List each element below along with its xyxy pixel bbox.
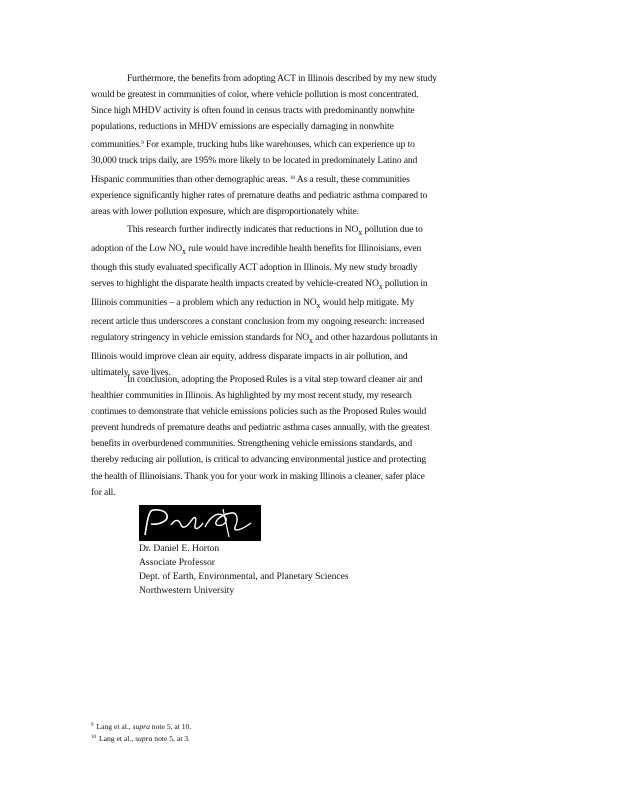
text-line — [91, 135, 543, 153]
text-line: would be greatest in communities of color, where vehicle pollution is most concentrated. — [91, 89, 419, 101]
text-line: ultimately, save lives. — [91, 367, 171, 379]
signatory-institution: Northwestern University — [139, 585, 235, 596]
footnotes — [91, 720, 191, 744]
paragraph-health-benefits-communities-of-color — [91, 71, 543, 220]
subscript-x: x — [182, 246, 186, 256]
text-line: benefits in overburdened communities. Strengthening vehicle emissions standards, and — [91, 438, 412, 450]
footnote-9 — [91, 720, 191, 732]
text-line: areas with lower pollution exposure, which are disproportionately white. — [91, 205, 359, 217]
text-segment: regulatory stringency in vehicle emission standards for NO — [91, 332, 310, 344]
text-line: thereby reducing air pollution, is critical to advancing environmental justice and protecting — [91, 454, 427, 466]
text-segment: For example, trucking hubs like warehouses, which can experience up to — [146, 139, 415, 151]
text-segment: serves to highlight the disparate health impacts created by vehicle-created NO — [91, 278, 379, 290]
text-segment: communities. — [91, 139, 142, 151]
text-line: continues to demonstrate that vehicle emissions policies such as the Proposed Rules would — [91, 406, 427, 418]
footnote-text: Lang et al., — [99, 734, 136, 743]
footnote-number: 9 — [91, 723, 94, 728]
signature-image — [139, 505, 261, 541]
text-line: experience significantly higher rates of premature deaths and pediatric asthma compared to — [91, 189, 428, 201]
footnote-text: note 5, at 3. — [152, 734, 190, 743]
signatory-department: Dept. of Earth, Environmental, and Planetary Sciences — [139, 571, 349, 582]
footnote-reference-10: 10 — [289, 174, 296, 181]
text-line — [91, 330, 543, 349]
text-line: healthier communities in Illinois. As highlighted by my most recent study, my research — [91, 390, 412, 402]
footnote-10 — [91, 732, 191, 744]
text-line: In conclusion, adopting the Proposed Rules is a vital step toward cleaner air and — [127, 374, 423, 385]
paragraph-conclusion — [91, 372, 543, 501]
text-line: prevent hundreds of premature deaths and pediatric asthma cases annually, with the greatest — [91, 422, 430, 434]
text-line: populations, reductions in MHDV emissions are especially damaging in nonwhite — [91, 121, 394, 133]
text-line: Illinois would improve clean air equity, address disparate impacts in air pollution, and — [91, 351, 408, 363]
text-segment: rule would have incredible health benefits for Illinoisians, even — [188, 243, 422, 254]
text-line — [91, 276, 543, 295]
subscript-x: x — [309, 336, 313, 346]
text-segment: Illinois communities – a problem which any reduction in NO — [91, 297, 317, 309]
handwritten-signature — [139, 505, 261, 541]
text-segment: Hispanic communities than other demographic areas. — [91, 173, 288, 185]
text-segment: This research further indirectly indicates that reductions in NO — [127, 224, 359, 235]
subscript-x: x — [358, 227, 363, 237]
footnote-reference-9: 9 — [141, 140, 144, 147]
text-line: the health of Illinoisians. Thank you for your work in making Illinois a cleaner, safer place — [91, 470, 425, 482]
text-line: for all. — [91, 486, 116, 498]
signatory-name: Dr. Daniel E. Horton — [139, 543, 220, 554]
footnote-number: 10 — [91, 735, 96, 740]
text-segment: would help mitigate. My — [322, 297, 415, 309]
footnote-text: Lang et al., — [96, 722, 133, 731]
subscript-x: x — [378, 282, 383, 291]
text-line — [91, 222, 543, 241]
footnote-source: supra — [135, 734, 153, 743]
text-line — [91, 241, 543, 260]
footnote-text: note 5, at 10. — [149, 722, 192, 731]
text-line: recent article thus underscores a constant conclusion from my ongoing research: increased — [91, 316, 425, 328]
text-line: though this study evaluated specifically ACT adoption in Illinois. My new study broadly — [91, 262, 418, 273]
text-segment: As a result, these communities — [296, 173, 410, 185]
text-line: Since high MHDV activity is often found in census tracts with predominantly nonwhite — [91, 105, 415, 117]
text-segment: pollution in — [384, 278, 428, 290]
subscript-x: x — [316, 301, 321, 310]
text-line — [91, 170, 543, 188]
footnote-source: supra — [132, 722, 150, 731]
text-segment: and other hazardous pollutants in — [315, 332, 438, 344]
signatory-title: Associate Professor — [139, 557, 215, 568]
paragraph-nox-reduction-benefits — [91, 222, 543, 381]
text-segment: pollution due to — [364, 224, 423, 235]
signature-block — [139, 542, 349, 598]
text-line: Furthermore, the benefits from adopting ACT in Illinois described by my new study — [127, 73, 437, 84]
text-line: 30,000 truck trips daily, are 195% more likely to be located in predominately Latino and — [91, 155, 418, 167]
text-segment: adoption of the Low NO — [91, 243, 183, 254]
text-line — [91, 295, 543, 314]
